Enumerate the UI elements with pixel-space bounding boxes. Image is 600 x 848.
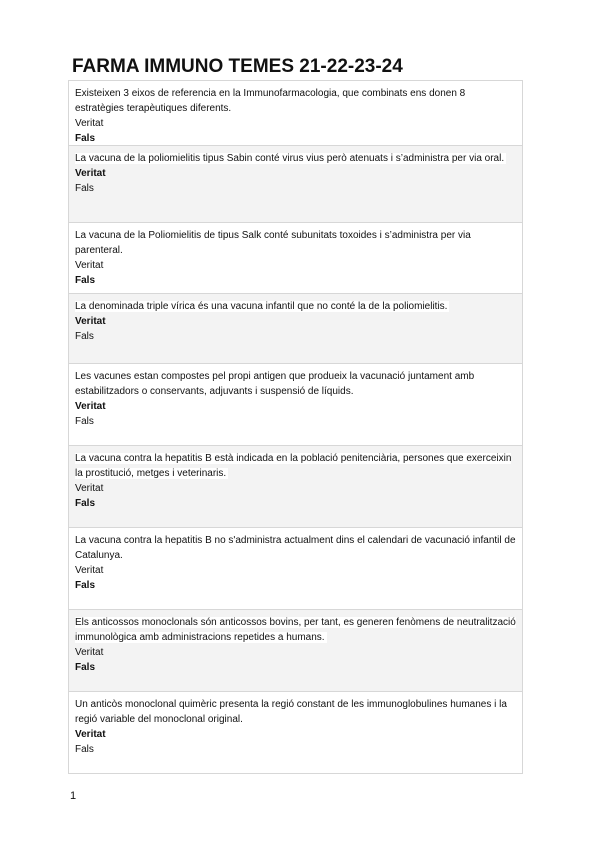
- question-text: La denominada triple vírica és una vacuna infantil que no conté la de la poliomielitis.: [75, 301, 448, 312]
- option-fals: Fals: [75, 662, 96, 673]
- question-item: [68, 294, 523, 364]
- page-title: FARMA IMMUNO TEMES 21-22-23-24: [72, 56, 403, 77]
- option-veritat: Veritat: [75, 483, 104, 494]
- question-text: La vacuna de la poliomielitis tipus Sabin conté virus vius però atenuats i s’administra per via oral.: [75, 153, 505, 164]
- question-item: [68, 692, 523, 774]
- question-text: La vacuna contra la hepatitis B està indicada en la població penitenciària, persones que exerceixin la prostitució, metges i veterinaris.: [75, 453, 512, 479]
- question-text: La vacuna de la Poliomielitis de tipus Salk conté subunitats toxoides i s’administra per via parenteral.: [75, 230, 471, 256]
- option-fals: Fals: [75, 275, 96, 286]
- answer-options: [75, 258, 516, 288]
- answer-options: [75, 314, 516, 344]
- option-veritat: Veritat: [75, 565, 104, 576]
- question-text: La vacuna contra la hepatitis B no s'administra actualment dins el calendari de vacunació infantil de Catalunya.: [75, 535, 516, 561]
- option-fals: Fals: [75, 498, 96, 509]
- question-text: Un anticòs monoclonal quimèric presenta la regió constant de les immunoglobulines humanes i la regió variable del monoclonal original.: [75, 699, 507, 725]
- question-item: [68, 610, 523, 692]
- option-veritat: Veritat: [75, 401, 106, 412]
- answer-options: [75, 727, 516, 757]
- answer-options: [75, 399, 516, 429]
- question-item: [68, 446, 523, 528]
- option-veritat: Veritat: [75, 260, 104, 271]
- answer-options: [75, 481, 516, 511]
- question-item: [68, 528, 523, 610]
- option-veritat: Veritat: [75, 647, 104, 658]
- option-fals: Fals: [75, 580, 96, 591]
- option-veritat: Veritat: [75, 316, 106, 327]
- question-item: [68, 223, 523, 294]
- question-text: Existeixen 3 eixos de referencia en la Immunofarmacologia, que combinats ens donen 8 estratègies terapèutiques diferents.: [75, 88, 466, 114]
- answer-options: [75, 166, 516, 196]
- question-item: [68, 146, 523, 223]
- option-fals: Fals: [75, 133, 96, 144]
- question-item: [68, 364, 523, 446]
- question-text: Les vacunes estan compostes pel propi antigen que produeix la vacunació juntament amb estabilitzadors o conservants, adjuvants i suspensió de líquids.: [75, 371, 475, 397]
- answer-options: [75, 563, 516, 593]
- option-fals: Fals: [75, 744, 94, 755]
- question-item: [68, 81, 523, 146]
- page-number: 1: [70, 790, 77, 802]
- option-veritat: Veritat: [75, 729, 106, 740]
- answer-options: [75, 116, 516, 146]
- option-fals: Fals: [75, 183, 94, 194]
- option-fals: Fals: [75, 416, 94, 427]
- question-text: Els anticossos monoclonals són anticossos bovins, per tant, es generen fenòmens de neutralització immunològica amb administracions repetides a humans.: [75, 617, 516, 643]
- answer-options: [75, 645, 516, 675]
- question-list: [68, 80, 523, 774]
- option-fals: Fals: [75, 331, 94, 342]
- option-veritat: Veritat: [75, 118, 104, 129]
- option-veritat: Veritat: [75, 168, 106, 179]
